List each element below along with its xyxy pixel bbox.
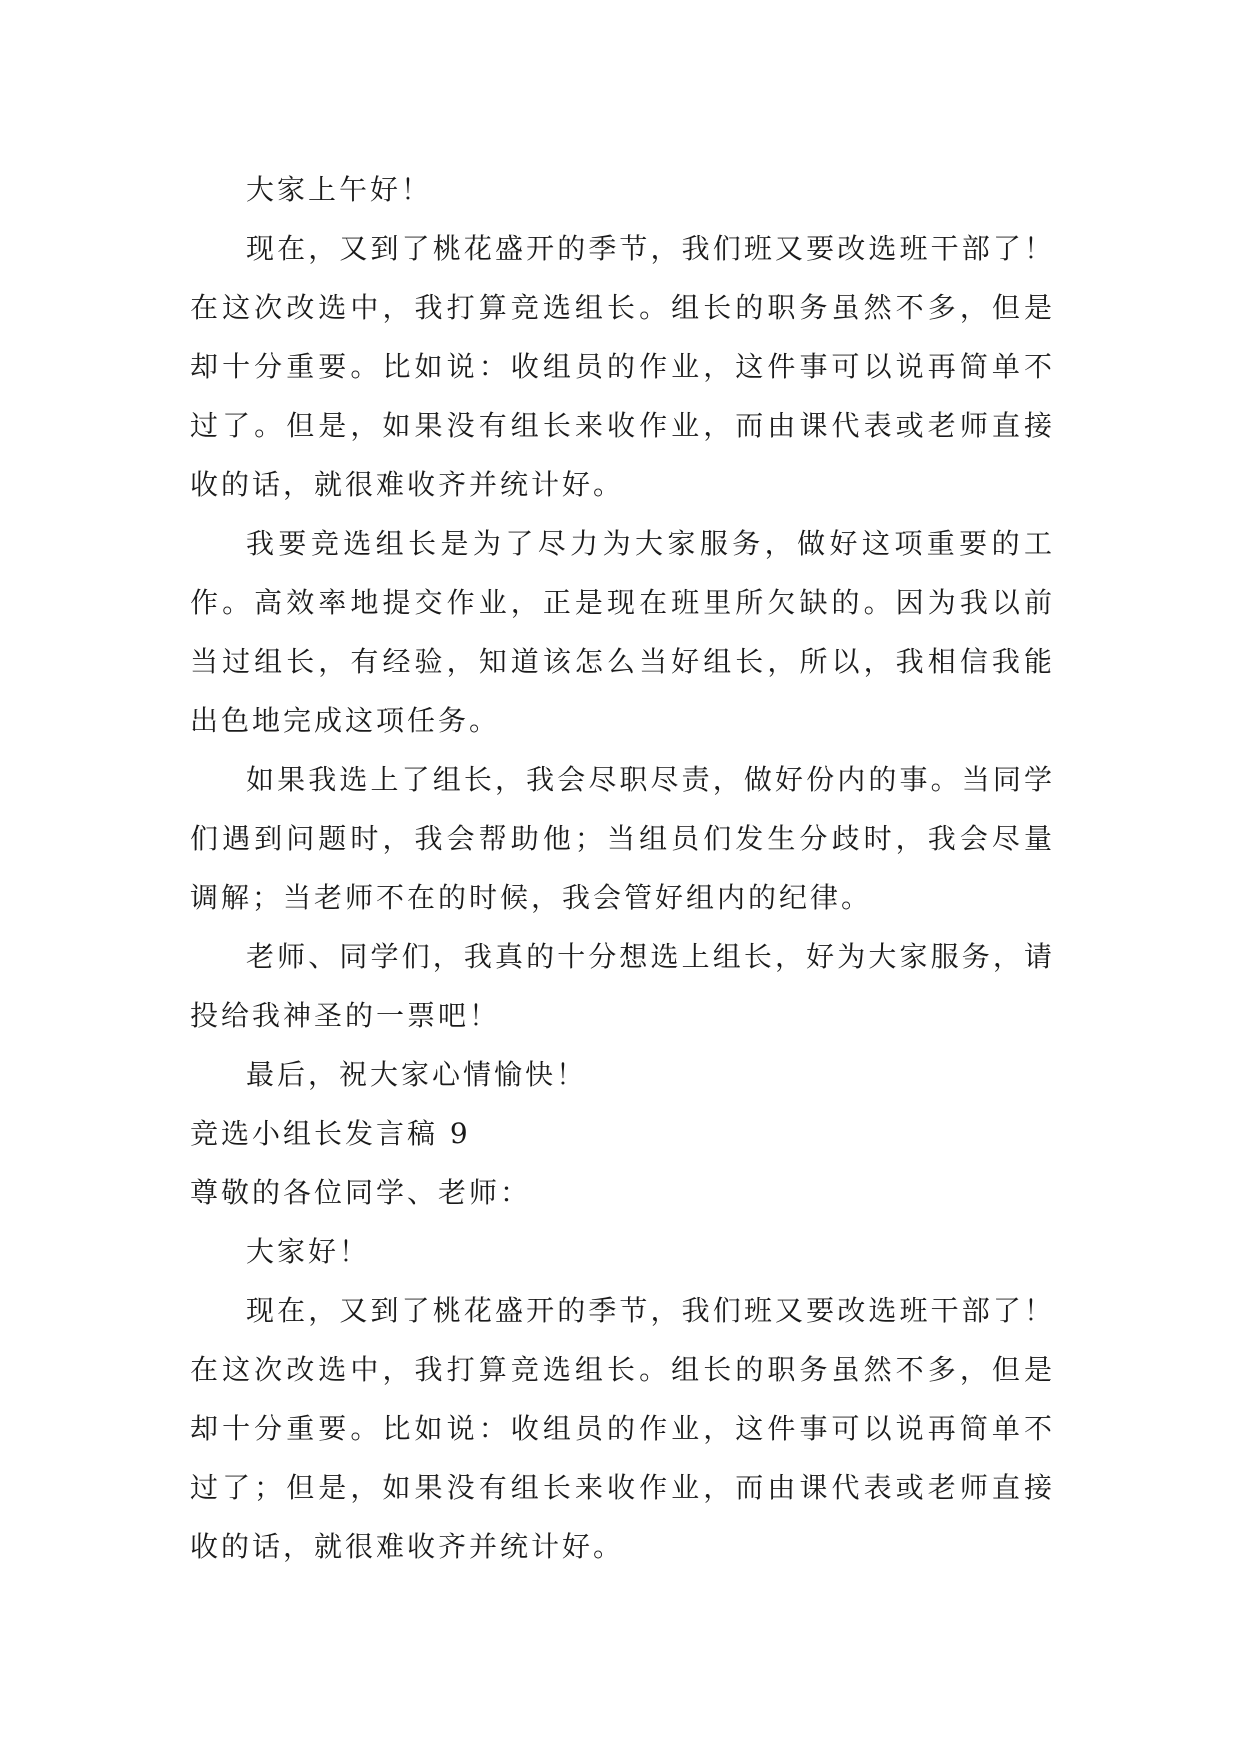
section-title: 竞选小组长发言稿 9: [190, 1117, 471, 1150]
body-paragraph: 老师、同学们，我真的十分想选上组长，好为大家服务，请投给我神圣的一票吧！: [190, 940, 1055, 1032]
closing-paragraph: 最后，祝大家心情愉快！: [246, 1058, 588, 1091]
body-paragraph: 如果我选上了组长，我会尽职尽责，做好份内的事。当同学们遇到问题时，我会帮助他；当组员们发生分歧时，我会尽量调解；当老师不在的时候，我会管好组内的纪律。: [190, 763, 1055, 914]
greeting-paragraph: 大家上午好！: [246, 173, 433, 206]
body-paragraph: 现在，又到了桃花盛开的季节，我们班又要改选班干部了！在这次改选中，我打算竞选组长。组长的职务虽然不多，但是却十分重要。比如说：收组员的作业，这件事可以说再简单不过了。但是，如果没有组长来收作业，而由课代表或老师直接收的话，就很难收齐并统计好。: [190, 232, 1055, 501]
body-paragraph: 我要竞选组长是为了尽力为大家服务，做好这项重要的工作。高效率地提交作业，正是现在班里所欠缺的。因为我以前当过组长，有经验，知道该怎么当好组长，所以，我相信我能出色地完成这项任务。: [190, 527, 1055, 737]
greeting-paragraph: 大家好！: [246, 1235, 371, 1268]
body-paragraph: 现在，又到了桃花盛开的季节，我们班又要改选班干部了！在这次改选中，我打算竞选组长。组长的职务虽然不多，但是却十分重要。比如说：收组员的作业，这件事可以说再简单不过了；但是，如果没有组长来收作业，而由课代表或老师直接收的话，就很难收齐并统计好。: [190, 1294, 1055, 1563]
salutation: 尊敬的各位同学、老师：: [190, 1176, 532, 1209]
document-page: [190, 160, 1055, 1576]
